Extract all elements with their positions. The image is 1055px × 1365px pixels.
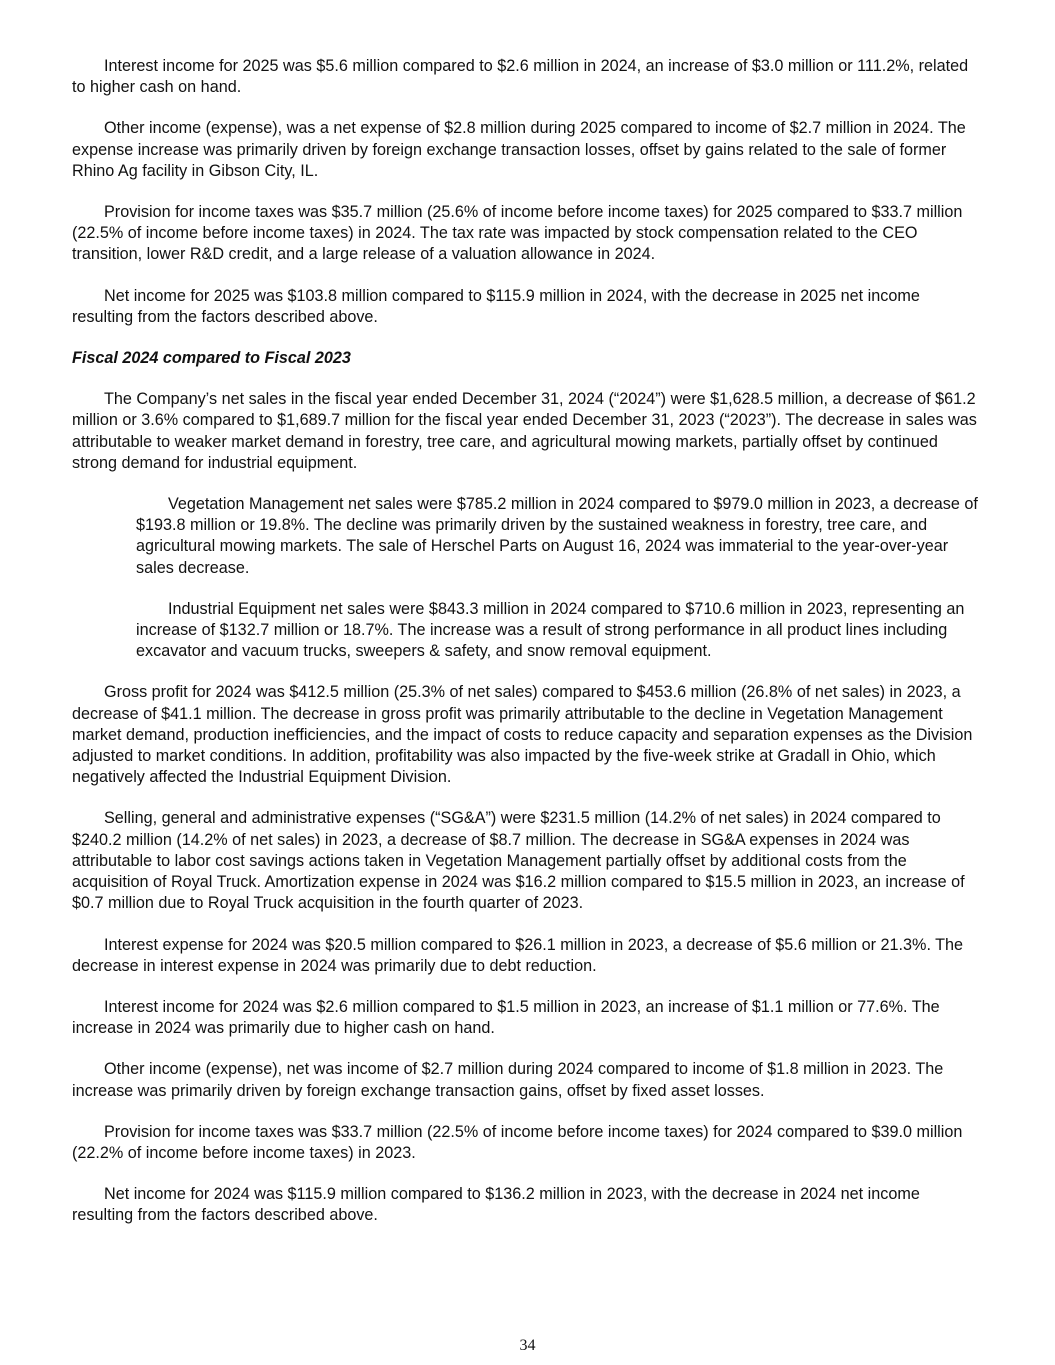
paragraph-income-taxes-2024: Provision for income taxes was $33.7 million (22.5% of income before income taxes) for 2024 compared to $39.0 million (22.2% of income before income taxes) in 2023. [72, 1122, 963, 1162]
page-number: 34 [519, 1337, 536, 1354]
paragraph-income-taxes-2025: Provision for income taxes was $35.7 million (25.6% of income before income taxes) for 2025 compared to $33.7 million (22.5% of income before income taxes) in 2024. The tax rate was impacted by stock compensation related to the CEO transition, lower R&D credit, and a large release of a valuation allowance in 2024. [72, 203, 963, 264]
paragraph-industrial-equipment: Industrial Equipment net sales were $843.3 million in 2024 compared to $710.6 million in 2023, representing an increase of $132.7 million or 18.7%. The increase was a result of strong performance in all product lines including excavator and vacuum trucks, sweepers & safety, and snow removal equipment. [136, 599, 965, 661]
paragraph-sga-2024: Selling, general and administrative expenses (“SG&A”) were $231.5 million (14.2% of net sales) in 2024 compared to $240.2 million (14.2% of net sales) in 2023, a decrease of $8.7 million. The decrease in SG&A expenses in 2024 was attributable to labor cost savings actions taken in Vegetation Management partially offset by additional costs from the acquisition of Royal Truck. Amortization expense in 2024 was $16.2 million compared to $15.5 million in 2023, an increase of $0.7 million due to Royal Truck acquisition in the fourth quarter of 2023. [72, 809, 965, 913]
paragraph-gross-profit-2024: Gross profit for 2024 was $412.5 million (25.3% of net sales) compared to $453.6 million (26.8% of net sales) in 2023, a decrease of $41.1 million. The decrease in gross profit was primarily attributable to the decline in Vegetation Management market demand, production inefficiencies, and the impact of costs to reduce capacity and separation expenses as the Division adjusted to market conditions. In addition, profitability was also impacted by the five-week strike at Gradall in Ohio, which negatively affected the Industrial Equipment Division. [72, 683, 973, 787]
document-page [72, 56, 984, 1247]
paragraph-interest-income-2024: Interest income for 2024 was $2.6 million compared to $1.5 million in 2023, an increase of $1.1 million or 77.6%. The increase in 2024 was primarily due to higher cash on hand. [72, 997, 940, 1038]
paragraph-interest-income-2025: Interest income for 2025 was $5.6 million compared to $2.6 million in 2024, an increase of $3.0 million or 111.2%, related to higher cash on hand. [72, 57, 969, 97]
paragraph-interest-expense-2024: Interest expense for 2024 was $20.5 million compared to $26.1 million in 2023, a decrease of $5.6 million or 21.3%. The decrease in interest expense in 2024 was primarily due to debt reduction. [72, 935, 964, 975]
paragraph-net-income-2024: Net income for 2024 was $115.9 million compared to $136.2 million in 2023, with the decrease in 2024 net income resulting from the factors described above. [72, 1185, 920, 1225]
paragraph-other-income-2024: Other income (expense), net was income of $2.7 million during 2024 compared to income of $1.8 million in 2023. The increase was primarily driven by foreign exchange transaction gains, offset by fixed asset losses. [72, 1060, 944, 1100]
paragraph-other-income-2025: Other income (expense), was a net expense of $2.8 million during 2025 compared to income of $2.7 million in 2024. The expense increase was primarily driven by foreign exchange transaction losses, offset by gains related to the sale of former Rhino Ag facility in Gibson City, IL. [72, 119, 966, 180]
paragraph-vegetation-management: Vegetation Management net sales were $785.2 million in 2024 compared to $979.0 million in 2023, a decrease of $193.8 million or 19.8%. The decline was primarily driven by the sustained weakness in forestry, tree care, and agricultural mowing markets. The sale of Herschel Parts on August 16, 2024 was immaterial to the year-over-year sales decrease. [136, 495, 978, 577]
section-heading-fiscal-2024: Fiscal 2024 compared to Fiscal 2023 [72, 349, 351, 368]
paragraph-net-sales-2024: The Company’s net sales in the fiscal year ended December 31, 2024 (“2024”) were $1,628.5 million, a decrease of $61.2 million or 3.6% compared to $1,689.7 million for the fiscal year ended December 31, 2023 (“2023”). The decrease in sales was attributable to weaker market demand in forestry, tree care, and agricultural mowing markets, partially offset by continued strong demand for industrial equipment. [72, 390, 977, 472]
paragraph-net-income-2025: Net income for 2025 was $103.8 million compared to $115.9 million in 2024, with the decrease in 2025 net income resulting from the factors described above. [72, 286, 920, 326]
